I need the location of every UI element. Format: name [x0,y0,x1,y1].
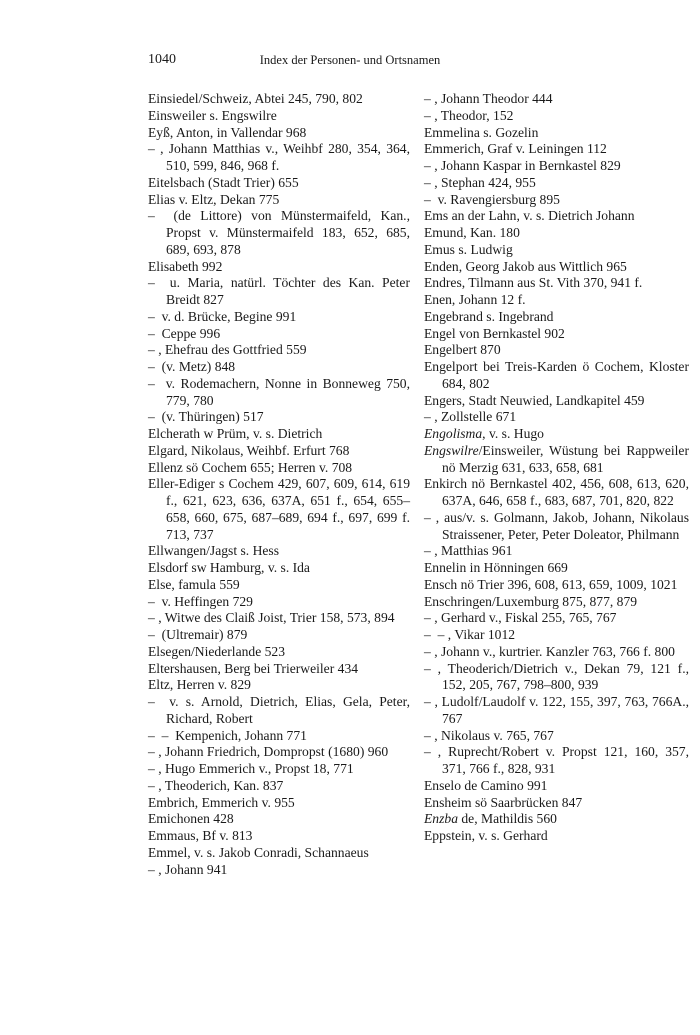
index-entry: – , Theoderich, Kan. 837 [148,778,410,795]
index-entry: Embrich, Emmerich v. 955 [148,794,295,810]
index-entry: Elsegen/Niederlande 523 [148,643,286,659]
index-entry: Elias v. Eltz, Dekan 775 [148,191,280,207]
index-entry: – , Ehefrau des Gottfried 559 [148,342,410,359]
index-entry: Eltz, Herren v. 829 [148,677,251,693]
running-head: Index der Personen- und Ortsnamen [259,53,441,67]
index-entry: Ellenz sö Cochem 655; Herren v. 708 [148,459,353,475]
page-number: 1040 [148,52,176,67]
index-entry: – , Johann Theodor 444 [424,91,689,108]
index-entry-italic-head: Engswilre [424,442,479,458]
index-entry: – v. s. Arnold, Dietrich, Elias, Gela, Peter, Richard, Robert [148,694,410,728]
index-entry: Ensch nö Trier 396, 608, 613, 659, 1009, 1021 [424,576,678,592]
index-entry: Enkirch nö Bernkastel 402, 456, 608, 613, 620, 637A, 646, 658 f., 683, 687, 701, 820, 822 [424,476,689,508]
index-entry: Emmel, v. s. Jakob Conradi, Schannaeus [148,844,369,860]
index-entry: Einsweiler s. Engswilre [148,107,277,123]
index-entry: – , Nikolaus v. 765, 767 [424,728,689,745]
index-entry: – v. Rodemachern, Nonne in Bonneweg 750, 779, 780 [148,376,410,410]
index-entry: – , Witwe des Claiß Joist, Trier 158, 573, 894 [148,610,410,627]
index-entry: Eppstein, v. s. Gerhard [424,828,548,843]
index-entry: – u. Maria, natürl. Töchter des Kan. Peter Breidt 827 [148,275,410,309]
index-entry: Emmelina s. Gozelin [424,124,539,140]
index-entry: Eitelsbach (Stadt Trier) 655 [148,174,299,190]
index-entry: – , Johann v., kurtrier. Kanzler 763, 766 f. 800 [424,644,689,661]
index-entry: – Ceppe 996 [148,326,410,343]
index-entry: – (v. Thüringen) 517 [148,409,410,426]
index-entry: Ennelin in Hönningen 669 [424,560,568,575]
index-entry: Eyß, Anton, in Vallendar 968 [148,124,307,140]
index-entry: – v. d. Brücke, Begine 991 [148,309,410,326]
index-entry: Endres, Tilmann aus St. Vith 370, 941 f. [424,275,643,291]
index-entry: Emus s. Ludwig [424,241,513,257]
index-entry: Enen, Johann 12 f. [424,292,526,307]
index-entry: – , Zollstelle 671 [424,409,689,426]
index-entry: Eltershausen, Berg bei Trierweiler 434 [148,660,359,676]
index-entry: Elgard, Nikolaus, Weihbf. Erfurt 768 [148,442,350,458]
index-entry: Emmaus, Bf v. 813 [148,828,253,843]
index-entry: Elcherath w Prüm, v. s. Dietrich [148,426,323,441]
index-entry: Enselo de Camino 991 [424,777,548,793]
index-entry: Engel von Bernkastel 902 [424,325,565,341]
index-entry: Emund, Kan. 180 [424,225,520,240]
index-entry: Engelport bei Treis-Karden ö Cochem, Kloster 684, 802 [424,359,689,391]
index-entry: Ellwangen/Jagst s. Hess [148,543,280,559]
index-entry: – , Ludolf/Laudolf v. 122, 155, 397, 763, 766A., 767 [424,694,689,728]
index-entry: – – , Vikar 1012 [424,627,689,644]
index-entry: Engebrand s. Ingebrand [424,308,554,324]
page-header [148,52,552,72]
index-entry: Ensheim sö Saarbrücken 847 [424,794,583,810]
index-entry: – , Ruprecht/Robert v. Propst 121, 160, 357, 371, 766 f., 828, 931 [424,744,689,778]
index-entry: – , Matthias 961 [424,543,689,560]
index-entry: Elsdorf sw Hamburg, v. s. Ida [148,560,310,575]
index-entry: Engers, Stadt Neuwied, Landkapitel 459 [424,392,645,408]
index-entry: – , Johann 941 [148,862,410,879]
index-entry: Einsiedel/Schweiz, Abtei 245, 790, 802 [148,91,363,106]
index-entry: – , Gerhard v., Fiskal 255, 765, 767 [424,610,689,627]
index-entry: Enden, Georg Jakob aus Wittlich 965 [424,258,627,274]
index-entry: Else, famula 559 [148,576,240,592]
index-entry-italic-head: Engolisma [424,426,483,441]
index-entry: – , Theodor, 152 [424,108,689,125]
index-entry: – v. Ravengiersburg 895 [424,192,689,209]
index-entry: – , Theoderich/Dietrich v., Dekan 79, 121 f., 152, 205, 767, 798–800, 939 [424,661,689,695]
index-entry: Emmerich, Graf v. Leiningen 112 [424,141,607,157]
index-entry: – – Kempenich, Johann 771 [148,728,410,745]
index-column-left [148,91,410,878]
index-entry: – (Ultremair) 879 [148,627,410,644]
index-entry: Enschringen/Luxemburg 875, 877, 879 [424,593,638,609]
index-entry: – , Hugo Emmerich v., Propst 18, 771 [148,761,410,778]
index-entry: Enzba de, Mathildis 560 [424,811,557,827]
index-entry: Ems an der Lahn, v. s. Dietrich Johann [424,208,635,224]
index-entry: Emichonen 428 [148,811,234,827]
index-entry: – , Johann Kaspar in Bernkastel 829 [424,158,689,175]
index-column-right [424,91,689,845]
index-entry: – v. Heffingen 729 [148,594,410,611]
index-entry: Engswilre/Einsweiler, Wüstung bei Rappweiler nö Merzig 631, 633, 658, 681 [424,442,689,475]
index-entry: – , Johann Matthias v., Weihbf 280, 354, 364, 510, 599, 846, 968 f. [148,141,410,175]
index-entry: Elisabeth 992 [148,258,223,274]
index-entry: – (de Littore) von Münstermaifeld, Kan., Propst v. Münstermaifeld 183, 652, 685, 689, 693, 878 [148,208,410,258]
index-entry: Eller-Ediger s Cochem 429, 607, 609, 614, 619 f., 621, 623, 636, 637A, 651 f., 654, 655–658, 660, 675, 687–689, 694 f., 697, 699 f. 713, 737 [148,476,410,542]
index-entry: Engolisma, v. s. Hugo [424,426,544,441]
index-entry: Engelbert 870 [424,342,501,358]
index-entry: – , Johann Friedrich, Dompropst (1680) 960 [148,744,410,761]
index-entry: – , aus/v. s. Golmann, Jakob, Johann, Nikolaus Straissener, Peter, Peter Doleator, Philmann [424,510,689,544]
index-entry: – (v. Metz) 848 [148,359,410,376]
index-entry-italic-head: Enzba [424,811,458,827]
index-entry: – , Stephan 424, 955 [424,175,689,192]
